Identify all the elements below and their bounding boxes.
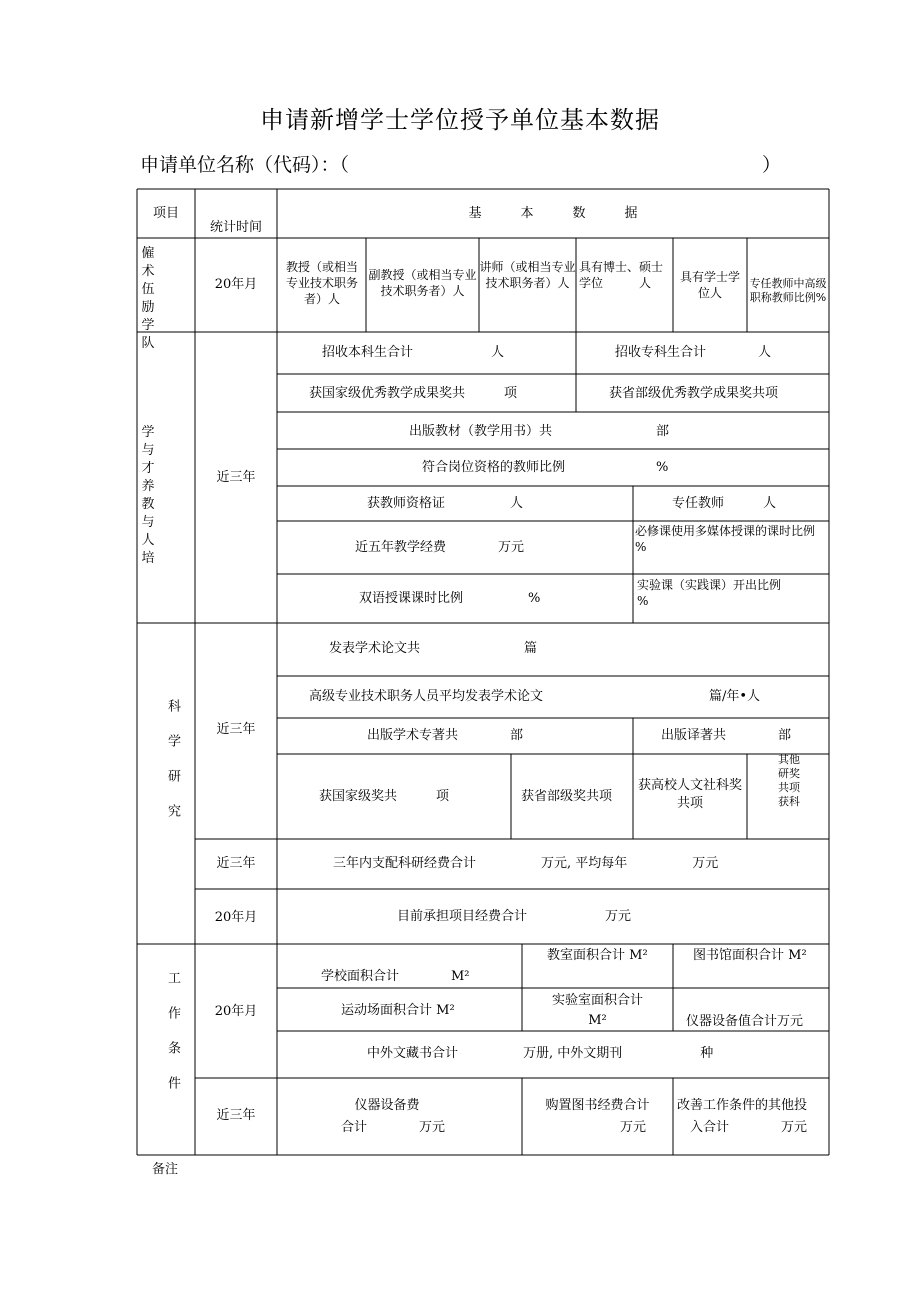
library-collection: 中外文藏书合计 万册, 中外文期刊 种 bbox=[367, 1046, 714, 1061]
university-humanities-award: 获高校人文社科奖共项 bbox=[637, 778, 742, 811]
translations: 出版译著共 部 bbox=[661, 728, 792, 743]
document-title: 申请新增学士学位授予单位基本数据 bbox=[260, 106, 660, 134]
papers-published: 发表学术论文共 篇 bbox=[329, 641, 538, 656]
junior-enrollment: 招收专科生合计 人 bbox=[615, 345, 772, 360]
fulltime-teachers: 专任教师 人 bbox=[672, 496, 777, 511]
header-item: 项目 bbox=[152, 206, 179, 221]
other-investment-label: 改善工作条件的其他投 bbox=[677, 1098, 808, 1113]
faculty-senior-ratio: 专任教师中高级职称教师比例% bbox=[749, 277, 827, 304]
conditions-time-1: 20年月 bbox=[214, 1004, 258, 1019]
faculty-lecturers: 讲师（或相当专业技术职务者）人 bbox=[479, 260, 576, 290]
remarks-label: 备注 bbox=[152, 1162, 179, 1177]
equipment-cost-label: 仪器设备费 bbox=[354, 1098, 420, 1113]
undergrad-enrollment: 招收本科生合计 人 bbox=[322, 345, 505, 360]
data-table bbox=[137, 189, 876, 1155]
other-investment-total: 入合计 万元 bbox=[690, 1120, 808, 1135]
equipment-value: 仪器设备值合计万元 bbox=[686, 1014, 804, 1029]
research-time-2: 近三年 bbox=[216, 856, 256, 871]
avg-papers-unit: 篇/年•人 bbox=[709, 689, 761, 704]
other-research-award: 其他研奖共项获科 bbox=[778, 753, 800, 808]
conditions-time-2: 近三年 bbox=[216, 1108, 256, 1123]
sports-field-area: 运动场面积合计 M² bbox=[341, 1003, 455, 1018]
book-funds-label: 购置图书经费合计 bbox=[545, 1098, 650, 1113]
multimedia-ratio: 必修课使用多媒体授课的课时比例 % bbox=[635, 524, 876, 554]
lab-area-label: 实验室面积合计 bbox=[551, 993, 643, 1008]
provincial-teaching-award: 获省部级优秀教学成果奖共项 bbox=[609, 386, 779, 401]
header-time: 统计时间 bbox=[209, 220, 262, 235]
unit-name-close: ） bbox=[762, 154, 782, 176]
faculty-phd-master: 具有博士、硕士学位 人 bbox=[579, 260, 664, 290]
research-section-label: 科学研究 bbox=[165, 699, 180, 839]
campus-area: 学校面积合计 M² bbox=[321, 969, 470, 984]
library-area: 图书馆面积合计 M² bbox=[693, 948, 807, 963]
conditions-section-label: 工作条件 bbox=[165, 971, 180, 1111]
teaching-section-label: 学与才养教与人培 bbox=[141, 425, 155, 566]
teaching-time: 近三年 bbox=[216, 470, 256, 485]
unit-name-label: 申请单位名称（代码）：（ bbox=[140, 154, 350, 176]
lab-area-unit: M² bbox=[588, 1013, 607, 1028]
provincial-research-award: 获省部级奖共项 bbox=[521, 789, 613, 804]
national-research-award: 获国家级奖共 项 bbox=[319, 789, 450, 804]
teaching-funding: 近五年教学经费 万元 bbox=[355, 540, 525, 555]
research-funds: 三年内支配科研经费合计 万元, 平均每年 万元 bbox=[333, 856, 719, 871]
avg-papers-label: 高级专业技术职务人员平均发表学术论文 bbox=[309, 689, 544, 704]
faculty-assoc-professors: 副教授（或相当专业技术职务者）人 bbox=[368, 268, 477, 298]
textbooks-published: 出版教材（教学用书）共 部 bbox=[409, 424, 670, 439]
current-project-funds: 目前承担项目经费合计 万元 bbox=[397, 909, 632, 924]
national-teaching-award: 获国家级优秀教学成果奖共 项 bbox=[309, 386, 518, 401]
faculty-time: 20年月 bbox=[214, 277, 258, 292]
header-basic-data: 基 本 数 据 bbox=[468, 206, 638, 221]
research-time-3: 20年月 bbox=[214, 910, 258, 925]
research-time-1: 近三年 bbox=[216, 722, 256, 737]
qualified-teacher-ratio: 符合岗位资格的教师比例 % bbox=[422, 460, 669, 475]
bilingual-ratio: 双语授课课时比例 % bbox=[359, 591, 541, 606]
monographs: 出版学术专著共 部 bbox=[367, 728, 524, 743]
lab-course-ratio: 实验课（实践课）开出比例 % bbox=[637, 578, 842, 608]
classroom-area: 教室面积合计 M² bbox=[547, 948, 648, 963]
faculty-bachelor: 具有学士学位人 bbox=[679, 270, 740, 300]
equipment-cost-total: 合计 万元 bbox=[341, 1120, 446, 1135]
faculty-section-label: 僱术伍励学队 bbox=[141, 246, 155, 351]
faculty-professors: 教授（或相当专业技术职务者）人 bbox=[285, 260, 358, 306]
book-funds-unit: 万元 bbox=[620, 1120, 647, 1135]
teacher-certificates: 获教师资格证 人 bbox=[367, 496, 524, 511]
